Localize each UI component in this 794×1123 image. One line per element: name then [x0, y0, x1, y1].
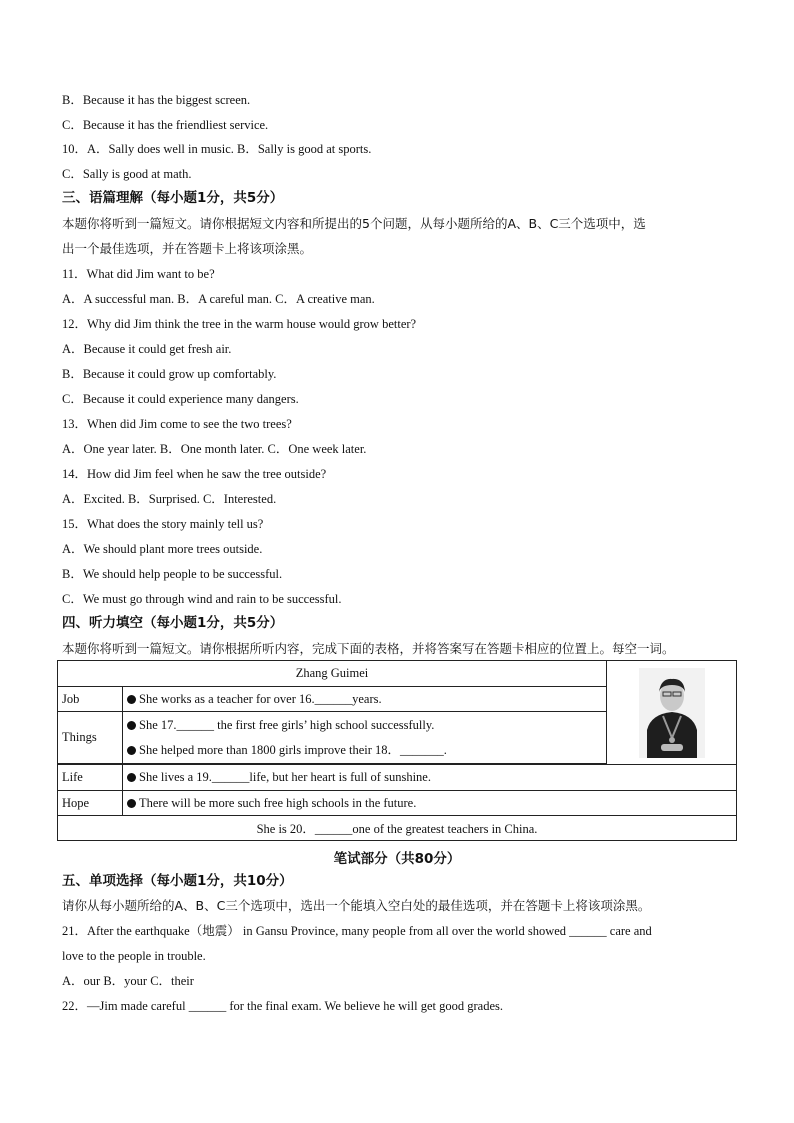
option-line: B．Because it has the biggest screen.: [62, 93, 251, 107]
option-line: A．One year later. B．One month later. C．One week later.: [62, 442, 367, 456]
row-content-job: [123, 687, 607, 712]
row-content-hope: [123, 791, 737, 816]
question-line: 13．When did Jim come to see the two trees?: [62, 417, 292, 431]
bullet-icon: [127, 799, 136, 808]
section-heading: 三、语篇理解（每小题1分，共5分）: [62, 190, 284, 206]
row-label-life: Life: [58, 765, 123, 791]
bullet-icon: [127, 773, 136, 782]
table-footer: She is 20．______one of the greatest teachers in China.: [58, 816, 737, 841]
option-line: A．Excited. B．Surprised. C．Interested.: [62, 492, 277, 506]
question-line: 14．How did Jim feel when he saw the tree outside?: [62, 467, 327, 481]
bullet-icon: [127, 746, 136, 755]
things-text-2: She helped more than 1800 girls improve their 18．_______.: [139, 742, 447, 757]
listening-table: [57, 660, 737, 841]
option-line: A．Because it could get fresh air.: [62, 342, 232, 356]
life-text: She lives a 19.______life, but her heart is full of sunshine.: [139, 770, 431, 784]
bullet-icon: [127, 721, 136, 730]
option-line: A．A successful man. B．A careful man. C．A creative man.: [62, 292, 375, 306]
written-part-title: 笔试部分（共80分）: [333, 851, 461, 867]
question-line: 11．What did Jim want to be?: [62, 267, 215, 281]
question-line: 15．What does the story mainly tell us?: [62, 517, 264, 531]
row-label-things: Things: [58, 712, 123, 764]
option-line: C．We must go through wind and rain to be successful.: [62, 592, 342, 606]
question-line: 21．After the earthquake（地震） in Gansu Province, many people from all over the world showed ______ care and: [62, 924, 652, 938]
section-instruction: 本题你将听到一篇短文。请你根据短文内容和所提出的5个问题，从每小题所给的A、B、C三个选项中，选: [62, 216, 646, 231]
section-instruction: 出一个最佳选项，并在答题卡上将该项涂黑。: [62, 241, 313, 256]
option-line: C．Because it has the friendliest service.: [62, 118, 269, 132]
question-line: love to the people in trouble.: [62, 949, 206, 963]
job-text: She works as a teacher for over 16.______years.: [139, 691, 382, 706]
option-line: B．We should help people to be successful.: [62, 567, 283, 581]
row-label-hope: Hope: [58, 791, 123, 816]
photo-cell: [607, 661, 737, 765]
option-line: B．Because it could grow up comfortably.: [62, 367, 277, 381]
section-heading: 四、听力填空（每小题1分，共5分）: [62, 615, 284, 631]
section-heading: 五、单项选择（每小题1分，共10分）: [62, 873, 293, 889]
bullet-icon: [127, 695, 136, 704]
option-line: C．Sally is good at math.: [62, 167, 192, 181]
portrait-image: [639, 668, 705, 758]
things-text-1: She 17.______ the first free girls’ high school successfully.: [139, 717, 435, 732]
option-line: A．We should plant more trees outside.: [62, 542, 263, 556]
section-instruction: 请你从每小题所给的A、B、C三个选项中，选出一个能填入空白处的最佳选项，并在答题卡上将该项涂黑。: [62, 898, 651, 913]
table-title: Zhang Guimei: [58, 661, 607, 687]
question-line: 12．Why did Jim think the tree in the warm house would grow better?: [62, 317, 417, 331]
option-line: C．Because it could experience many dangers.: [62, 392, 299, 406]
row-label-job: Job: [58, 687, 123, 712]
question-line: 10．A．Sally does well in music. B．Sally is good at sports.: [62, 142, 372, 156]
option-line: A．our B．your C．their: [62, 974, 194, 988]
row-content-life: [123, 765, 737, 791]
row-content-things: [123, 712, 607, 764]
question-line: 22．—Jim made careful ______ for the final exam. We believe he will get good grades.: [62, 999, 503, 1013]
hope-text: There will be more such free high schools in the future.: [139, 795, 417, 810]
section-instruction: 本题你将听到一篇短文。请你根据所听内容，完成下面的表格，并将答案写在答题卡相应的位置上。每空一词。: [62, 641, 675, 656]
